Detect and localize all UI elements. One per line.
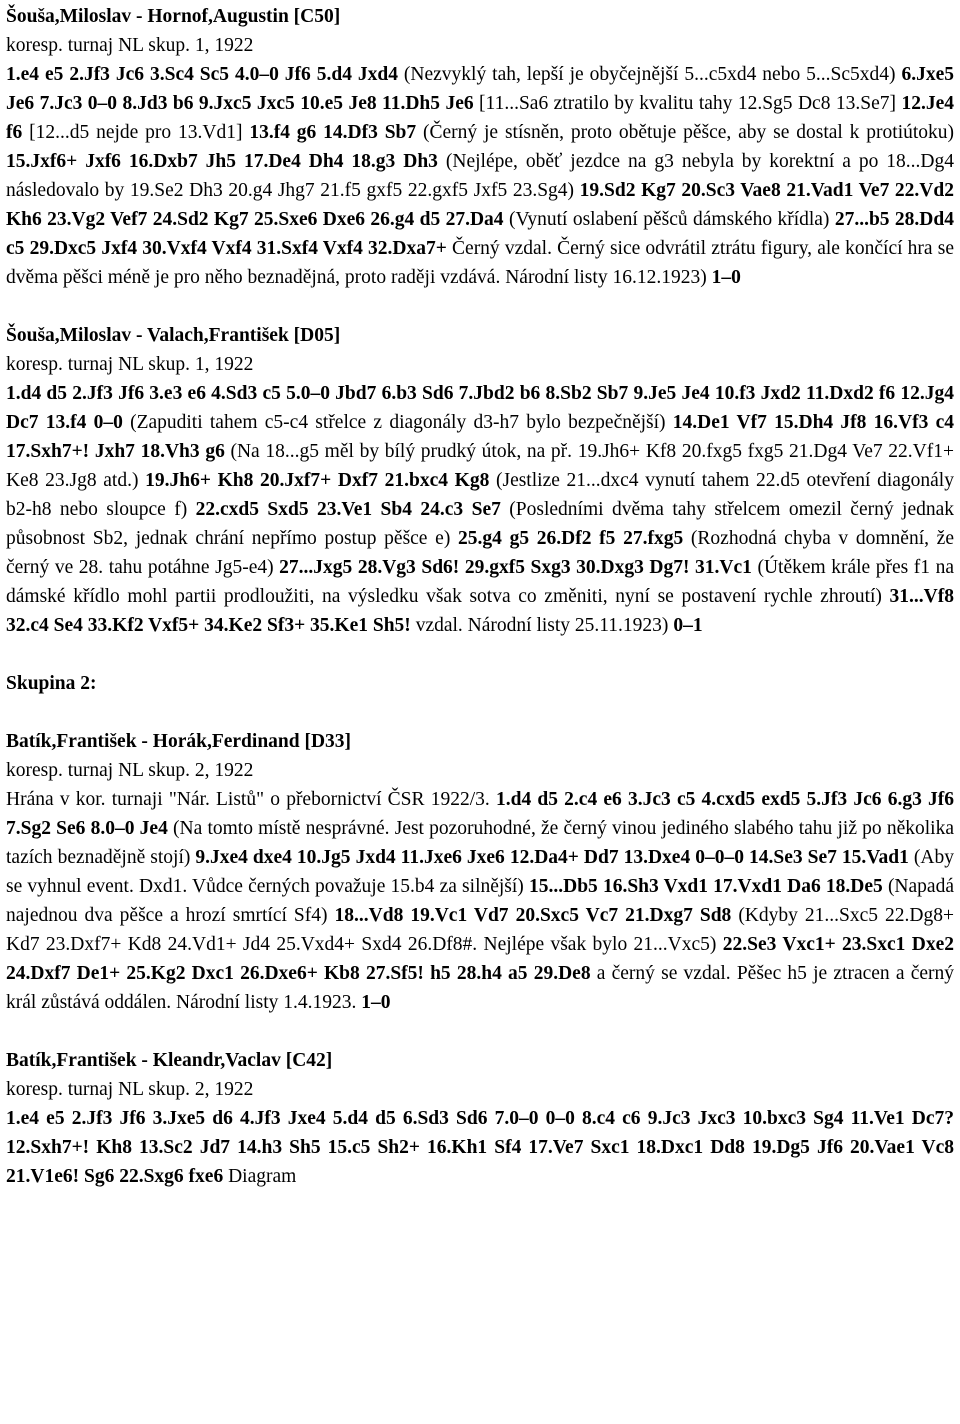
game-record bbox=[6, 1046, 954, 1191]
section-gap bbox=[6, 292, 954, 321]
annotation: [11...Sa6 ztratilo by kvalitu tahy 12.Sg5 Dc8 13.Se7] bbox=[479, 93, 902, 114]
move-sequence: 19.Jh6+ Kh8 20.Jxf7+ Dxf7 21.bxc4 Kg8 bbox=[145, 470, 496, 491]
move-sequence: 31...Vf8 32.c4 Se4 33.Kf2 Vxf5+ 34.Ke2 Sf3+ 35.Ke1 Sh5! bbox=[6, 586, 954, 636]
annotation: (Na tomto místě nesprávné. Jest pozoruhodné, že černý vinou jediného slabého tahu již po několika tazích beznadějně stojí) bbox=[6, 818, 955, 868]
game-record bbox=[6, 2, 954, 292]
move-sequence: 22.Se3 Vxc1+ 23.Sxc1 Dxe2 24.Dxf7 De1+ 25.Kg2 Dxc1 26.Dxe6+ Kb8 27.Sf5! h5 28.h4 a5 29.De8 bbox=[6, 934, 954, 984]
section-gap bbox=[6, 698, 954, 727]
annotation: (Zapuditi tahem c5-c4 střelce z diagonály d3-h7 bylo bezpečnější) bbox=[130, 412, 673, 433]
annotation: (Nejlépe, oběť jezdce na g3 nebyla by korektní a po 18...Dg4 následovalo by 19.Se2 Dh3 20.g4 Jhg7 21.f5 gxf5 22.gxf5 Jxf5 23.Sg4) bbox=[6, 151, 954, 201]
annotation: vzdal. Národní listy 25.11.1923) bbox=[415, 615, 674, 636]
annotation: (Rozhodná chyba v domnění, že černý ve 28. tahu potáhne Jg5-e4) bbox=[6, 528, 954, 578]
annotation: Černý vzdal. Černý sice odvrátil ztrátu figury, ale končící hra se dvěma pěšci méně je pro něho beznadějná, proto raději vzdává. Národní listy 16.12.1923) bbox=[6, 238, 954, 288]
game-moves-text bbox=[6, 785, 954, 1017]
game-event: koresp. turnaj NL skup. 2, 1922 bbox=[6, 760, 254, 781]
move-sequence: 18...Vd8 19.Vc1 Vd7 20.Sxc5 Vc7 21.Dxg7 Sd8 bbox=[334, 905, 739, 926]
move-sequence: 27...b5 28.Dd4 c5 29.Dxc5 Jxf4 30.Vxf4 Vxf4 31.Sxf4 Vxf4 32.Dxa7+ bbox=[6, 209, 954, 259]
section-gap bbox=[6, 1017, 954, 1046]
move-sequence: 6.Jxe5 Je6 7.Jc3 0–0 8.Jd3 b6 9.Jxc5 Jxc5 10.e5 Je8 11.Dh5 Je6 bbox=[6, 64, 954, 114]
section-gap bbox=[6, 640, 954, 669]
move-sequence: 15.Jxf6+ Jxf6 16.Dxb7 Jh5 17.De4 Dh4 18.g3 Dh3 bbox=[6, 151, 446, 172]
game-moves-text bbox=[6, 1104, 954, 1191]
move-sequence: 1.d4 d5 2.Jf3 Jf6 3.e3 e6 4.Sd3 c5 5.0–0 Jbd7 6.b3 Sd6 7.Jbd2 b6 8.Sb2 Sb7 9.Je5 Je4 10.f3 Jxd2 11.Dxd2 f6 12.Jg4 Dc7 13.f4 0–0 bbox=[6, 383, 954, 433]
move-sequence: 27...Jxg5 28.Vg3 Sd6! 29.gxf5 Sxg3 30.Dxg3 Dg7! 31.Vc1 bbox=[279, 557, 758, 578]
game-event: koresp. turnaj NL skup. 1, 1922 bbox=[6, 35, 254, 56]
annotation: Hrána v kor. turnaji "Nár. Listů" o přebornictví ČSR 1922/3. bbox=[6, 789, 496, 810]
game-result: 1–0 bbox=[361, 992, 391, 1013]
move-sequence: 1.e4 e5 2.Jf3 Jc6 3.Sc4 Sc5 4.0–0 Jf6 5.d4 Jxd4 bbox=[6, 64, 404, 85]
document-page bbox=[6, 2, 954, 1191]
game-record bbox=[6, 321, 954, 640]
annotation: a černý se vzdal. Pěšec h5 je ztracen a černý král zůstává oddálen. Národní listy 1.4.1923. bbox=[6, 963, 954, 1013]
annotation: (Nezvyklý tah, lepší je obyčejnější 5...c5xd4 nebo 5...Sc5xd4) bbox=[403, 64, 902, 85]
annotation: Diagram bbox=[228, 1166, 297, 1187]
annotation: (Černý je stísněn, proto obětuje pěšce, aby se dostal k protiútoku) bbox=[423, 122, 955, 143]
move-sequence: 22.cxd5 Sxd5 23.Ve1 Sb4 24.c3 Se7 bbox=[195, 499, 510, 520]
move-sequence: 9.Jxe4 dxe4 10.Jg5 Jxd4 11.Jxe6 Jxe6 12.Da4+ Dd7 13.Dxe4 0–0–0 14.Se3 Se7 15.Vad1 bbox=[195, 847, 914, 868]
move-sequence: 15...Db5 16.Sh3 Vxd1 17.Vxd1 Da6 18.De5 bbox=[528, 876, 888, 897]
game-record bbox=[6, 727, 954, 1017]
move-sequence: 12.Je4 f6 bbox=[6, 93, 954, 143]
move-sequence: 25.g4 g5 26.Df2 f5 27.fxg5 bbox=[458, 528, 691, 549]
annotation: (Jestlize 21...dxc4 vynutí tahem 22.d5 otevření diagonály b2-h8 nebo sloupce f) bbox=[6, 470, 954, 520]
annotation: (Posledními dvěma tahy střelcem omezil černý jednak působnost Sb2, jednak chrání nepřímo postup pěšce e) bbox=[6, 499, 955, 549]
annotation: (Kdyby 21...Sxc5 22.Dg8+ Kd7 23.Dxf7+ Kd8 24.Vd1+ Jd4 25.Vxd4+ Sxd4 26.Df8#. Nejlépe však bylo 21...Vxc5) bbox=[6, 905, 955, 955]
game-moves-text bbox=[6, 379, 954, 640]
move-sequence: 14.De1 Vf7 15.Dh4 Jf8 16.Vf3 c4 17.Sxh7+! Jxh7 18.Vh3 g6 bbox=[6, 412, 954, 462]
annotation: [12...d5 nejde pro 13.Vd1] bbox=[29, 122, 250, 143]
annotation: (Napadá najednou dva pěšce a hrozí smrtící Sf4) bbox=[6, 876, 954, 926]
game-title: Šouša,Miloslav - Hornof,Augustin [C50] bbox=[6, 6, 341, 27]
game-result: 1–0 bbox=[711, 267, 741, 288]
move-sequence: 1.d4 d5 2.c4 e6 3.Jc3 c5 4.cxd5 exd5 5.Jf3 Jc6 6.g3 Jf6 7.Sg2 Se6 8.0–0 Je4 bbox=[6, 789, 955, 839]
game-title: Batík,František - Horák,Ferdinand [D33] bbox=[6, 731, 352, 752]
game-result: 0–1 bbox=[673, 615, 703, 636]
move-sequence: 19.Sd2 Kg7 20.Sc3 Vae8 21.Vad1 Ve7 22.Vd2 Kh6 23.Vg2 Vef7 24.Sd2 Kg7 25.Sxe6 Dxe6 26.g4 d5 27.Da4 bbox=[6, 180, 954, 230]
game-title: Šouša,Miloslav - Valach,František [D05] bbox=[6, 325, 341, 346]
annotation: (Na 18...g5 měl by bílý prudký útok, na př. 19.Jh6+ Kf8 20.fxg5 fxg5 21.Dg4 Ve7 22.Vf1+ Ke8 23.Jg8 atd.) bbox=[6, 441, 954, 491]
move-sequence: 13.f4 g6 14.Df3 Sb7 bbox=[249, 122, 424, 143]
game-event: koresp. turnaj NL skup. 2, 1922 bbox=[6, 1079, 254, 1100]
annotation: (Aby se vyhnul event. Dxd1. Vůdce černých považuje 15.b4 za silnější) bbox=[6, 847, 954, 897]
annotation: (Vynutí oslabení pěšců dámského křídla) bbox=[508, 209, 835, 230]
game-moves-text bbox=[6, 60, 954, 292]
game-event: koresp. turnaj NL skup. 1, 1922 bbox=[6, 354, 254, 375]
move-sequence: 1.e4 e5 2.Jf3 Jf6 3.Jxe5 d6 4.Jf3 Jxe4 5.d4 d5 6.Sd3 Sd6 7.0–0 0–0 8.c4 c6 9.Jc3 Jxc3 10.bxc3 Sg4 11.Ve1 Dc7? 12.Sxh7+! Kh8 13.Sc2 Jd7 14.h3 Sh5 15.c5 Sh2+ 16.Kh1 Sf4 17.Ve7 Sxc1 18.Dxc1 Dd8 19.Dg5 Jf6 20.Vae1 Vc8 21.V1e6! Sg6 22.Sxg6 fxe6 bbox=[6, 1108, 954, 1187]
group-heading: Skupina 2: bbox=[6, 673, 97, 694]
annotation: (Útěkem krále přes f1 na dámské křídlo mohl partii prodloužiti, na výsledku však sotva co změniti, nyní se postavení rychle zhroutí) bbox=[6, 557, 954, 607]
game-title: Batík,František - Kleandr,Vaclav [C42] bbox=[6, 1050, 333, 1071]
